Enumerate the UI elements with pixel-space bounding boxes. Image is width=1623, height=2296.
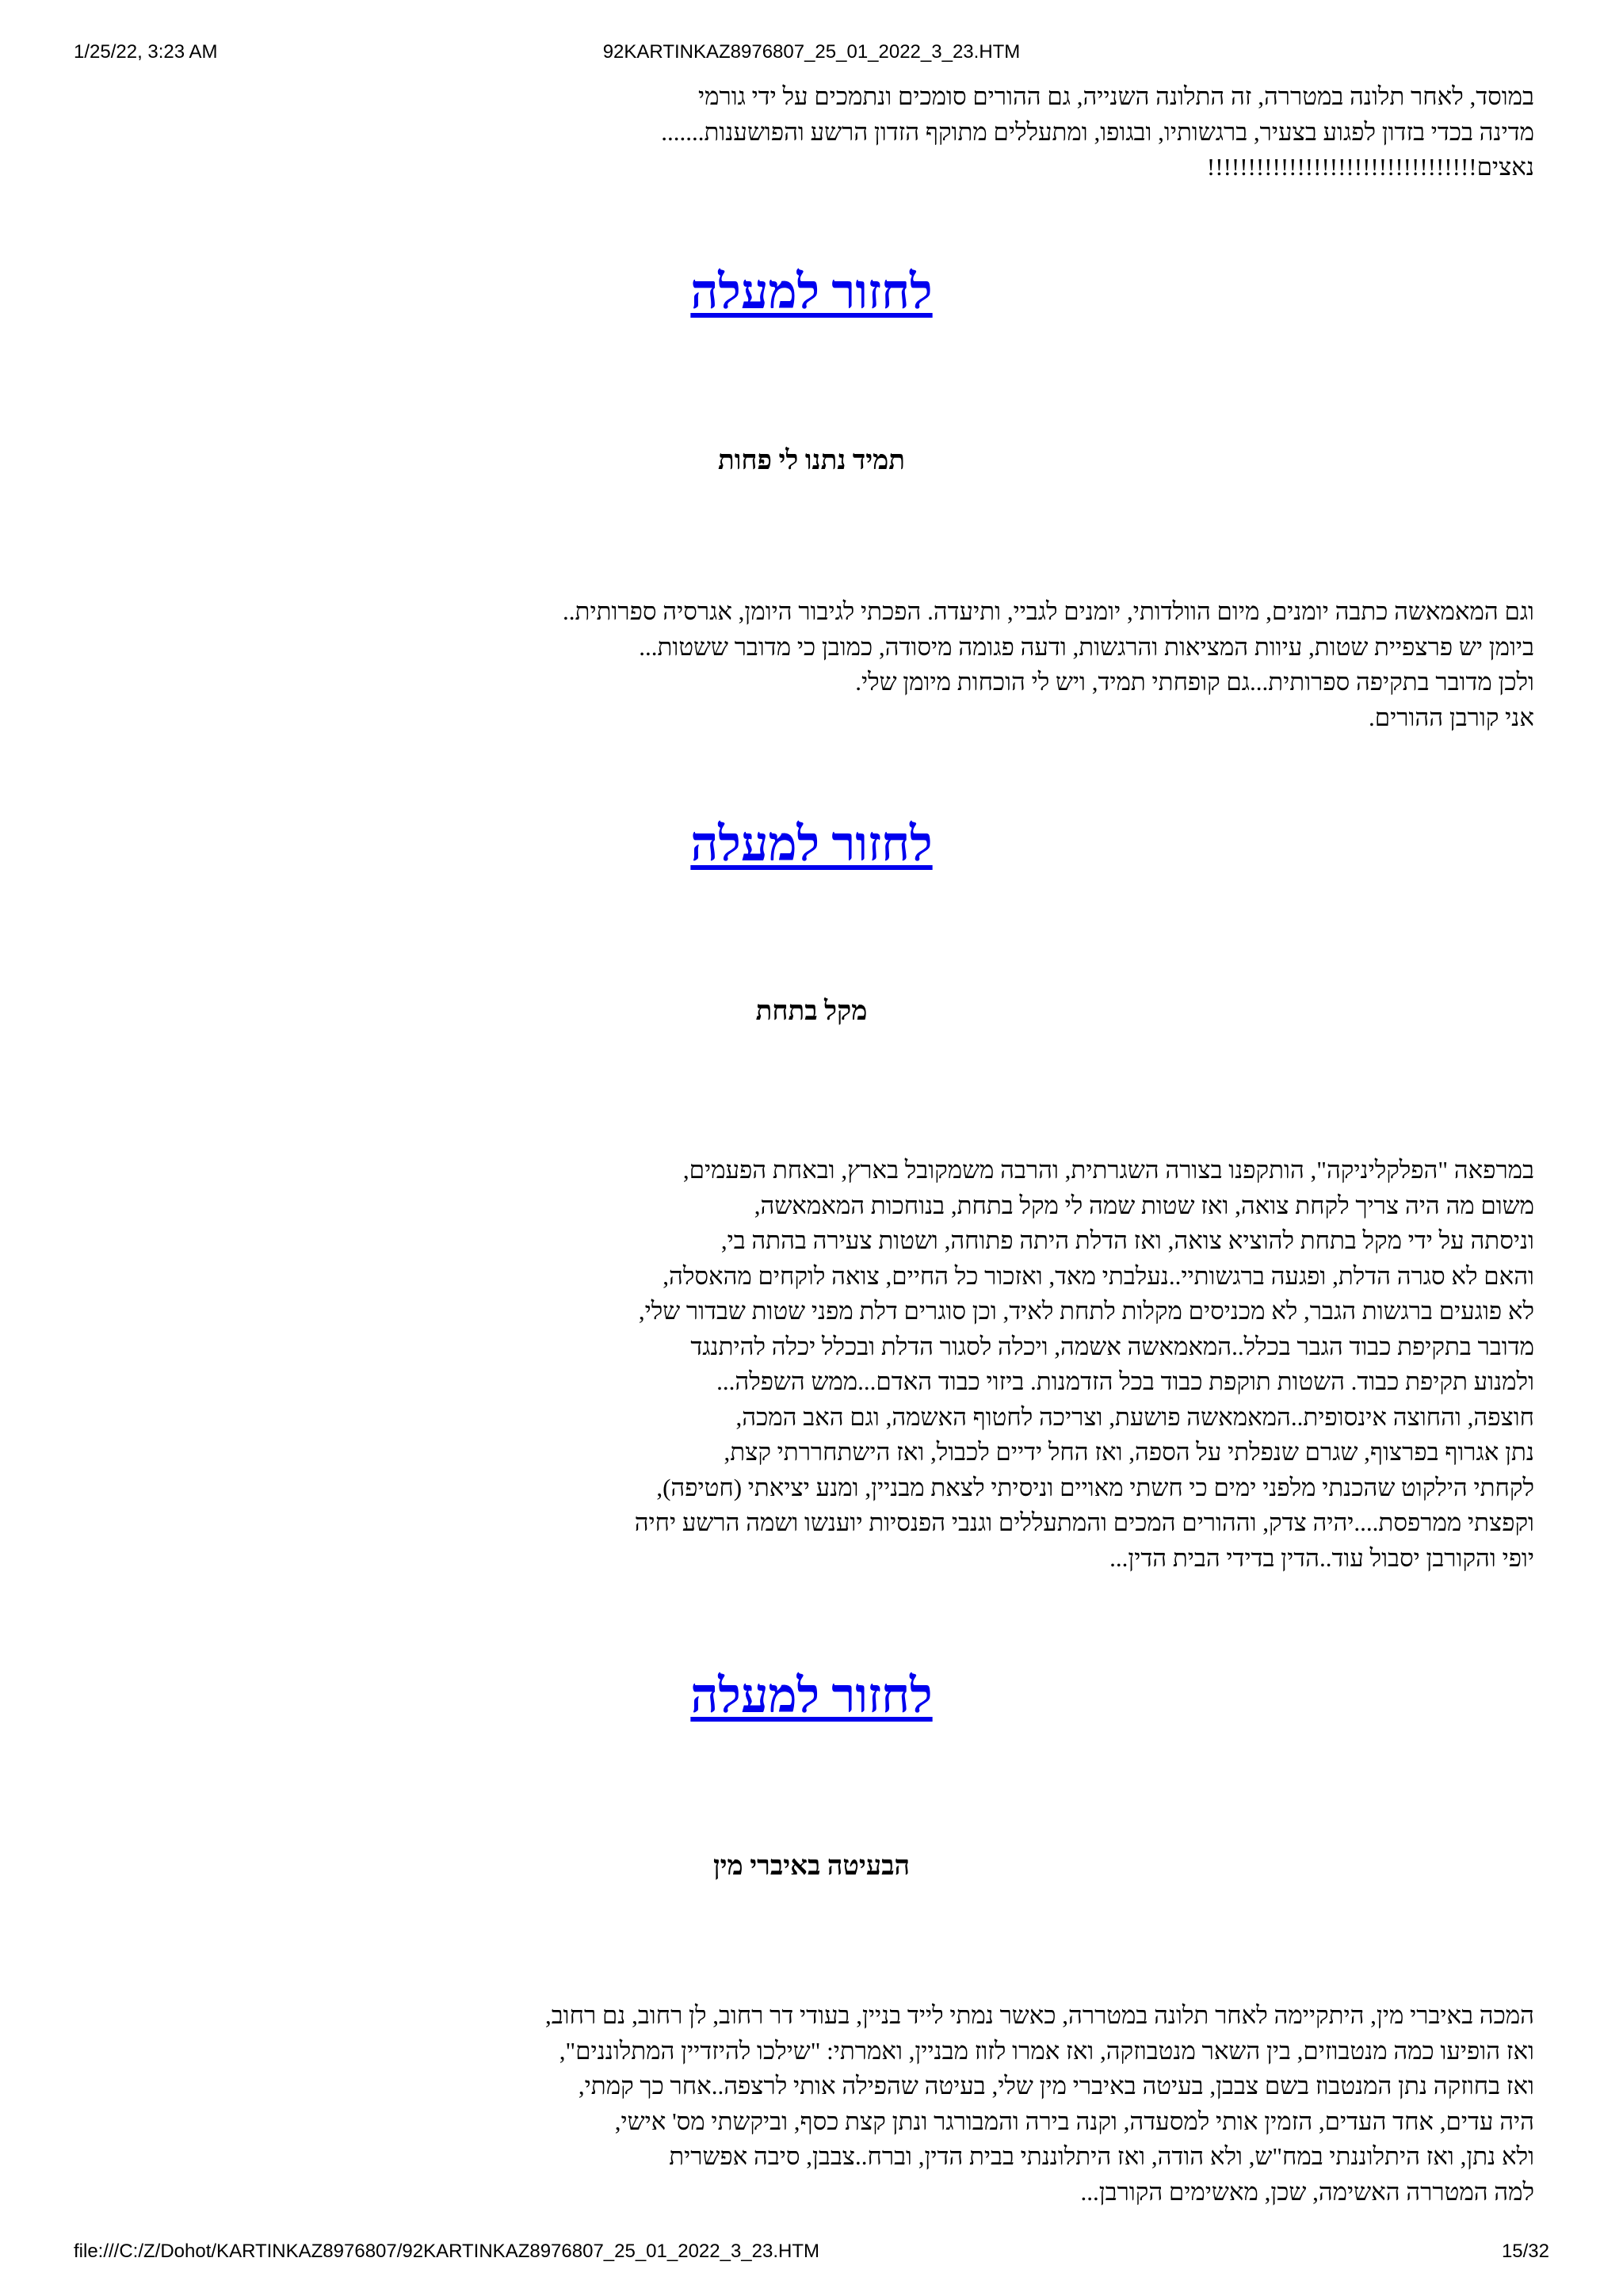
paragraph-section-3: [545, 1998, 1534, 2210]
paragraph-line: וגם המאמאשה כתבה יומנים, מיום הוולדותי, יומנים לגביי, ותיעדה. הפכתי לגיבור היומן, אגרסיה ספרותית..: [563, 597, 1534, 625]
paragraph-line: נתן אגרוף בפרצוף, שגרם שנפלתי על הספה, ואז החל ידיים לכבול, ואז הישתחררתי קצת,: [724, 1438, 1534, 1466]
paragraph-line: במוסד, לאחר תלונה במטררה, זה התלונה השנייה, גם ההורים סומכים ונתמכים על ידי גורמי: [697, 82, 1534, 110]
paragraph-line: וקפצתי ממרפסת....יהיה צדק, וההורים המכים והמתעללים וגנבי הפנסיות יוענשו ושמה הרשע יחיה: [634, 1508, 1534, 1536]
paragraph-intro: [661, 79, 1534, 185]
paragraph-line: ביומן יש פרצפיית שטות, עיוות המציאות והרגשות, ודעה פגומה מיסודה, כמובן כי מדובר ששטות...: [639, 632, 1534, 661]
paragraph-line: ואז הופיעו כמה מנטבוזים, בין השאר מנטבוזקה, ואז אמרו לזוז מבניין, ואמרתי: "שילכו להיזדיין המתלוננים",: [559, 2036, 1534, 2065]
section-heading: הבעיטה באיברי מין: [712, 1852, 911, 1881]
paragraph-line: חוצפה, והחוצה אינסופית..המאמאשה פושעת, וצריכה לחטוף האשמה, וגם האב המכה,: [735, 1402, 1534, 1431]
back-to-top-link[interactable]: לחזור למעלה: [690, 818, 933, 871]
section-heading: מקל בתחת: [755, 997, 868, 1026]
paragraph-line: ולא נתן, ואז היתלוננתי במח"ש, ולא הודה, ואז היתלוננתי בבית הדין, וברח..צבבן, סיבה אפשרית: [669, 2142, 1534, 2170]
paragraph-line: ולכן מדובר בתקיפה ספרותית...גם קופחתי תמיד, ויש לי הוכחות מיומן שלי.: [855, 668, 1534, 696]
paragraph-line: והאם לא סגרה הדלת, ופגעה ברגשותיי..נעלבתי מאד, ואזכור כל החיים, צואה לוקחים מהאסלה,: [663, 1261, 1534, 1290]
paragraph-line: משום מה היה צריך לקחת צואה, ואז שטות שמה לי מקל בתחת, בנוחכות המאמאשה,: [754, 1191, 1534, 1219]
back-to-top-link[interactable]: לחזור למעלה: [690, 266, 933, 319]
paragraph-line: מדינה בכדי בזדון לפגוע בצעיר, ברגשותיו, ובגופו, ומתעללים מתוקף הזדון הרשע והפושענות.......: [661, 117, 1534, 146]
document-title: 92KARTINKAZ8976807_25_01_2022_3_23.HTM: [602, 41, 1021, 63]
section-heading: תמיד נתנו לי פחות: [717, 446, 906, 475]
paragraph-line: לקחתי הילקוט שהכנתי מלפני ימים כי חשתי מאויים וניסיתי לצאת מבניין, ומנע יציאתי (חטיפה),: [656, 1473, 1534, 1501]
paragraph-line: וניסתה על ידי מקל בתחת להוציא צואה, ואז הדלת היתה פתוחה, ושטות צעירה בהתה בי,: [720, 1226, 1534, 1254]
paragraph-line: במרפאה "הפלקליניקה", הותקפנו בצורה השגרתית, והרבה משמקובל בארץ, ובאחת הפעמים,: [682, 1156, 1534, 1184]
paragraph-line: היה עדים, אחד העדים, הזמין אותי למסעדה, וקנה בירה והמבורגר ונתן קצת כסף, וביקשתי מס' אישי,: [614, 2107, 1534, 2135]
paragraph-line: יופי והקורבן יסבול עוד..הדין בדידי הבית הדין...: [1109, 1543, 1534, 1572]
paragraph-line: ואז בחוזקה נתן המנטבוז בשם צבבן, בעיטה באיברי מין שלי, בעיטה שהפילה אותי לרצפה..אחר כך קמתי,: [578, 2072, 1534, 2100]
paragraph-section-2: [635, 1153, 1534, 1576]
page-number: 15/32: [1501, 2241, 1549, 2262]
print-datetime: 1/25/22, 3:23 AM: [74, 41, 218, 63]
paragraph-line: המכה באיברי מין, היתקיימה לאחר תלונה במטררה, כאשר נמתי לייד בניין, בעודי דר רחוב, לן רחוב, נם רחוב,: [544, 2001, 1534, 2029]
paragraph-line: למה המטררה האשימה, שכן, מאשימים הקורבן...: [1080, 2177, 1534, 2206]
file-path: file:///C:/Z/Dohot/KARTINKAZ8976807/92KARTINKAZ8976807_25_01_2022_3_23.HTM: [74, 2241, 820, 2262]
paragraph-line: מדובר בתקיפת כבוד הגבר בכלל..המאמאשה אשמה, ויכלה לסגור הדלת ובכלל יכלה להיתנגד: [690, 1332, 1534, 1360]
paragraph-line: נאצים!!!!!!!!!!!!!!!!!!!!!!!!!!!!!!!!!: [1206, 153, 1534, 181]
paragraph-line: לא פוגעים ברגשות הגבר, לא מכניסים מקלות לתחת לאיד, וכן סוגרים דלת מפני שטות שבדור שלי,: [638, 1297, 1534, 1325]
paragraph-section-1: [563, 594, 1534, 735]
back-to-top-link[interactable]: לחזור למעלה: [690, 1670, 933, 1723]
paragraph-line: ולמנוע תקיפת כבוד. השטות תוקפת כבוד בכל הזדמנות. ביזוי כבוד האדם...ממש השפלה...: [716, 1367, 1534, 1395]
paragraph-line: אני קורבן ההורים.: [1369, 703, 1534, 731]
